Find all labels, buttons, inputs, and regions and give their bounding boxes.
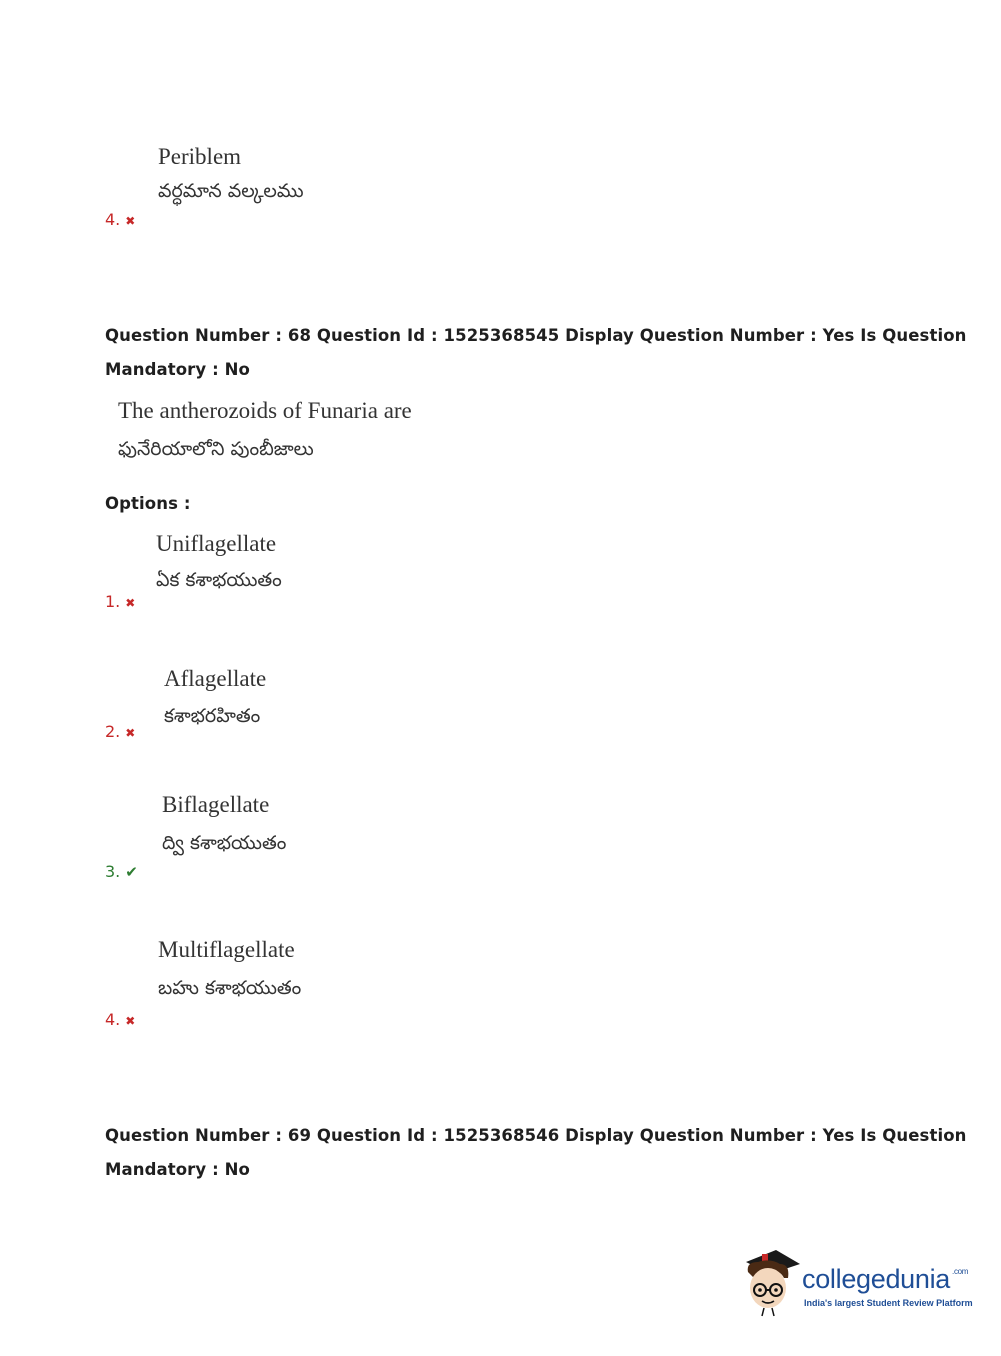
q68-option-4-number: 4. [105,1010,121,1029]
q68-header-line2: Mandatory : No [105,360,250,379]
cross-icon: ✖ [125,596,136,610]
cross-icon: ✖ [125,1014,136,1028]
q68-option-2-english: Aflagellate [164,666,267,691]
q68-option-3-number-row [105,862,138,881]
q68-option-4-english: Multiflagellate [158,937,295,962]
logo-tagline: India's largest Student Review Platform [804,1298,973,1308]
logo-wordmark [802,1264,968,1295]
q68-option-3-telugu: ద్వి కశాభయుతం [162,832,287,854]
logo-suffix: .com [952,1267,969,1276]
cross-icon: ✖ [125,726,136,740]
logo-name: collegedunia [802,1264,951,1294]
prev-option-4-number: 4. [105,210,121,229]
q69-header-line1: Question Number : 69 Question Id : 1525368546 Display Question Number : Yes Is Question [105,1126,967,1145]
student-mascot-icon [740,1248,802,1318]
q68-option-4-telugu: బహు కశాభయుతం [158,977,302,999]
prev-option-4-number-row [105,210,135,229]
q68-question-english: The antherozoids of Funaria are [118,398,412,423]
q68-option-1-telugu: ఏక కశాభయుతం [156,569,282,591]
q68-option-4-number-row [105,1010,135,1029]
prev-option-4-telugu: వర్ధమాన వల్కలము [158,180,304,202]
collegedunia-logo [740,1248,973,1322]
q68-option-3-english: Biflagellate [162,792,270,817]
prev-option-4-english: Periblem [158,144,242,169]
q68-options-label: Options : [105,494,191,513]
check-icon: ✔ [125,863,138,881]
q68-option-3-number: 3. [105,862,121,881]
q68-option-1-number: 1. [105,592,121,611]
cross-icon: ✖ [125,214,136,228]
q68-header-line1: Question Number : 68 Question Id : 1525368545 Display Question Number : Yes Is Question [105,326,967,345]
q69-header-line2: Mandatory : No [105,1160,250,1179]
q68-option-1-number-row [105,592,135,611]
q68-option-2-number-row [105,722,135,741]
q68-option-2-telugu: కశాభరహితం [164,705,261,727]
q68-question-telugu: ఫునేరియాలోని పుంబీజాలు [118,438,314,460]
q68-option-2-number: 2. [105,722,121,741]
q68-option-1-english: Uniflagellate [156,531,277,556]
